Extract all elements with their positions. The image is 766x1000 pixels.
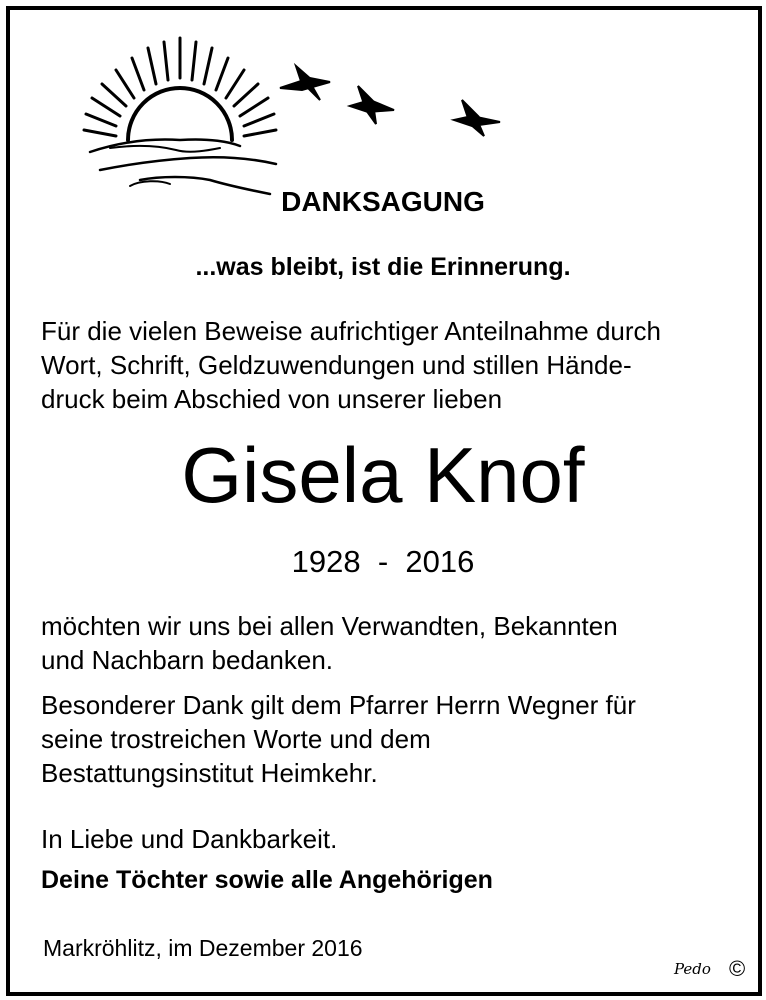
special-thanks-paragraph (41, 688, 731, 790)
intro-line: druck beim Abschied von unserer lieben (41, 384, 503, 414)
intro-line: Für die vielen Beweise aufrichtiger Anteilnahme durch (41, 316, 662, 346)
thanks-line: möchten wir uns bei allen Verwandten, Bekannten (41, 611, 618, 641)
place-date: Markröhlitz, im Dezember 2016 (43, 935, 363, 961)
copyright-symbol: © (729, 956, 746, 981)
closing-line: In Liebe und Dankbarkeit. (41, 824, 338, 854)
intro-paragraph (41, 314, 731, 416)
special-line: seine trostreichen Worte und dem (41, 724, 431, 754)
designer-mark: Pedo (674, 960, 711, 978)
special-line: Bestattungsinstitut Heimkehr. (41, 758, 378, 788)
intro-line: Wort, Schrift, Geldzuwendungen und stillen Hände- (41, 350, 632, 380)
life-years: 1928 - 2016 (291, 544, 475, 579)
sunset-hands-birds-icon (80, 30, 520, 200)
thanks-paragraph (41, 609, 731, 677)
signoff: Deine Töchter sowie alle Angehörigen (41, 866, 493, 894)
quote: ...was bleibt, ist die Erinnerung. (195, 253, 571, 281)
heading: DANKSAGUNG (281, 186, 485, 217)
deceased-name: Gisela Knof (181, 431, 585, 519)
special-line: Besonderer Dank gilt dem Pfarrer Herrn Wegner für (41, 690, 636, 720)
thanks-line: und Nachbarn bedanken. (41, 645, 334, 675)
